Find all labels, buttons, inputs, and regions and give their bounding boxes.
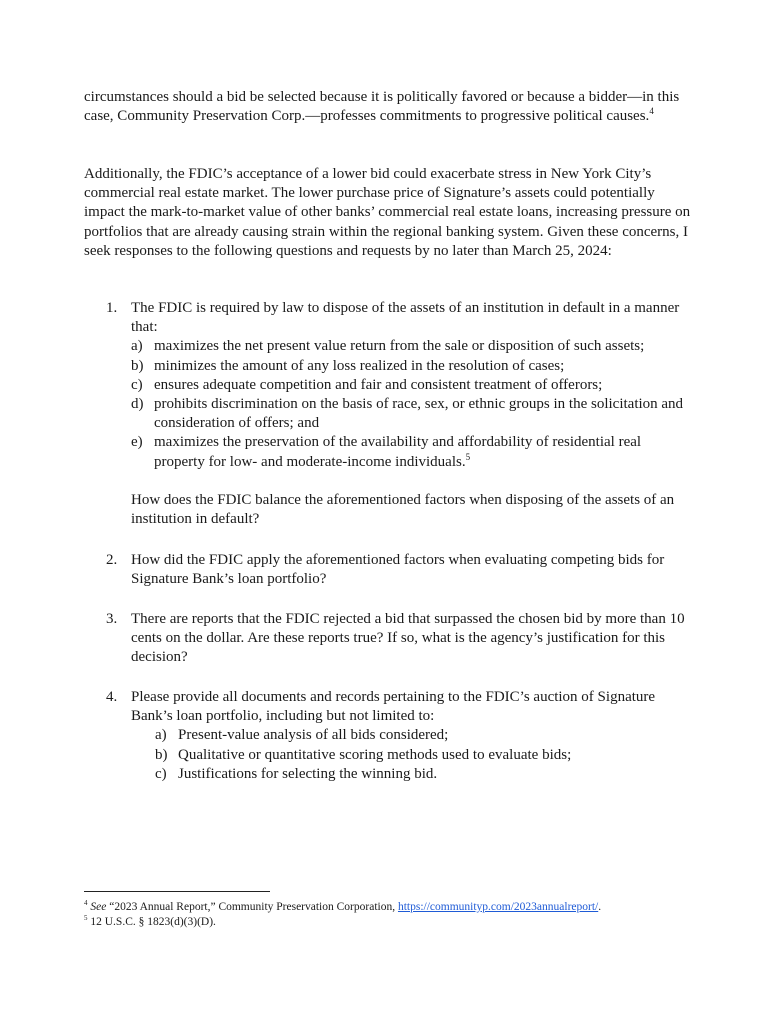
footnote-ref-4: 4 <box>649 106 654 117</box>
list-item <box>84 765 694 784</box>
list-item-letter: b) <box>131 357 144 374</box>
list-item-letter: b) <box>155 746 168 763</box>
list-item-text: Present-value analysis of all bids considered; <box>178 727 449 744</box>
list-item <box>84 433 694 471</box>
paragraph-intro <box>84 88 694 126</box>
list-item-letter: a) <box>155 727 167 744</box>
question-number: 4. <box>106 689 118 705</box>
list-item-letter: d) <box>131 396 144 413</box>
footnote-number: 5 <box>84 913 88 922</box>
list-item-letter: c) <box>155 765 167 782</box>
footnote-number: 4 <box>84 899 88 908</box>
list-item-text: maximizes the preservation of the availability and affordability of residential real property for low- and moderate-income individuals. <box>154 434 642 470</box>
list-item-letter: a) <box>131 338 143 355</box>
followup-text: How does the FDIC balance the aforementioned factors when disposing of the assets of an institution in default? <box>131 492 675 528</box>
list-item <box>84 357 694 376</box>
list-item <box>84 395 694 433</box>
question-2 <box>84 551 694 589</box>
list-item <box>84 376 694 395</box>
footnote-see: See <box>90 901 107 913</box>
question-text: Please provide all documents and records pertaining to the FDIC’s auction of Signature Bank’s loan portfolio, including but not limited to: <box>131 689 656 725</box>
footnote-4 <box>84 900 724 915</box>
list-item <box>84 726 694 745</box>
question-4-body <box>84 688 694 726</box>
question-1-body <box>84 299 694 337</box>
footnote-text: “2023 Annual Report,” Community Preservation Corporation, <box>106 901 398 913</box>
footnote-ref-5: 5 <box>465 451 471 462</box>
question-3 <box>84 610 694 668</box>
paragraph-intro-text: circumstances should a bid be selected because it is politically favored or because a bidder—in this case, Community Preservation Corp.—professes commitments to progressive political causes. <box>84 89 680 125</box>
question-text: There are reports that the FDIC rejected a bid that surpassed the chosen bid by more than 10 cents on the dollar. Are these reports true? If so, what is the agency’s justification for this decision? <box>131 611 685 666</box>
footnote-link[interactable]: https://communityp.com/2023annualreport/ <box>397 901 599 913</box>
list-item-text: Qualitative or quantitative scoring methods used to evaluate bids; <box>178 746 572 763</box>
list-item <box>84 337 694 356</box>
list-item-letter: e) <box>131 434 143 451</box>
footnote-period: . <box>598 901 602 913</box>
list-item-letter: c) <box>131 376 143 393</box>
question-number: 1. <box>106 300 118 316</box>
footnote-text: 12 U.S.C. § 1823(d)(3)(D). <box>87 915 216 928</box>
list-item-text: minimizes the amount of any loss realized in the resolution of cases; <box>154 357 565 374</box>
list-item-text: Justifications for selecting the winning bid. <box>178 765 438 782</box>
question-number: 3. <box>106 611 118 627</box>
question-4 <box>84 688 694 784</box>
list-item <box>84 746 694 765</box>
list-item-text: ensures adequate competition and fair and consistent treatment of offerors; <box>154 376 603 393</box>
footnote-5 <box>84 915 724 930</box>
question-2-body <box>84 551 694 589</box>
footnote-divider <box>84 891 270 892</box>
question-text: The FDIC is required by law to dispose of the assets of an institution in default in a manner that: <box>131 300 680 336</box>
question-number: 2. <box>106 552 118 568</box>
question-3-body <box>84 610 694 668</box>
list-item-text: prohibits discrimination on the basis of race, sex, or ethnic groups in the solicitation and consideration of offers; and <box>154 396 684 432</box>
question-text: How did the FDIC apply the aforementioned factors when evaluating competing bids for Signature Bank’s loan portfolio? <box>131 552 665 588</box>
footnotes <box>84 900 724 929</box>
list-item-text: maximizes the net present value return from the sale or disposition of such assets; <box>154 338 645 355</box>
question-1-followup <box>84 491 694 529</box>
question-1 <box>84 299 694 472</box>
paragraph-additionally: Additionally, the FDIC’s acceptance of a lower bid could exacerbate stress in New York City’s commercial real estate market. The lower purchase price of Signature’s assets could potentially impact the mark-to-market value of other banks’ commercial real estate loans, increasing pressure on portfolios that are already causing strain within the regional banking system. Given these concerns, I seek responses to the following questions and requests by no later than March 25, 2024: <box>84 166 691 259</box>
